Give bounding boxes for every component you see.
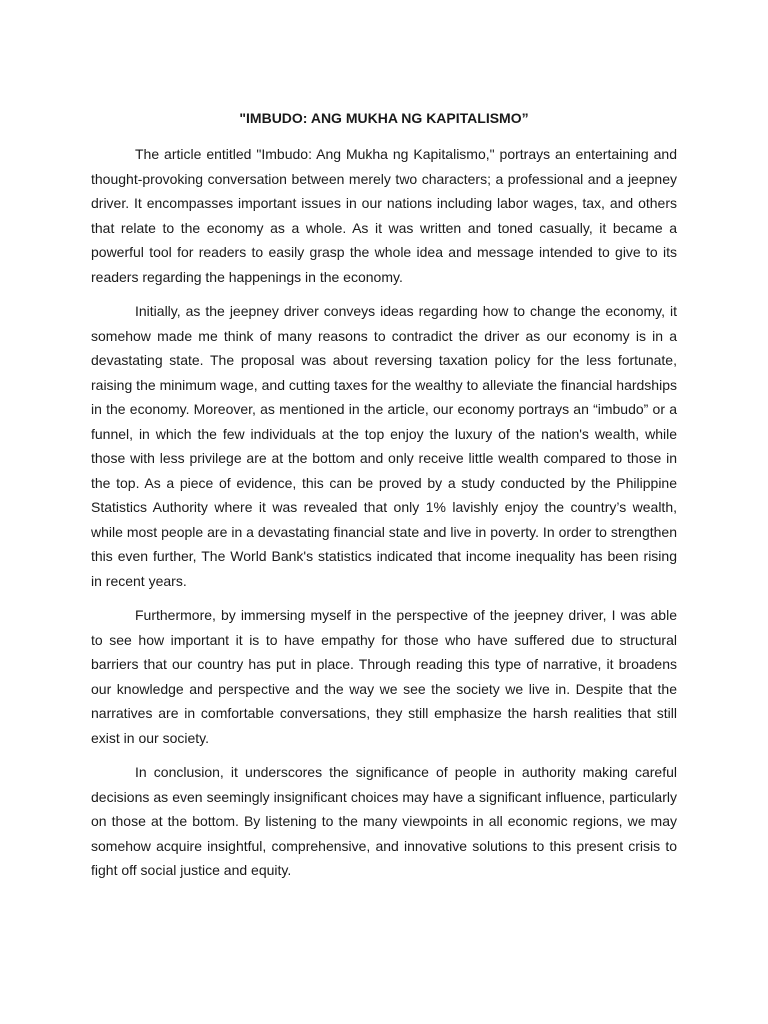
document-body — [91, 142, 677, 893]
paragraph-introduction: The article entitled "Imbudo: Ang Mukha ng Kapitalismo," portrays an entertaining and thought-provoking conversation between merely two characters; a professional and a jeepney driver. It encompasses important issues in our nations including labor wages, tax, and others that relate to the economy as a whole. As it was written and toned casually, it became a powerful tool for readers to easily grasp the whole idea and message intended to give to its readers regarding the happenings in the economy. — [91, 146, 677, 285]
paragraph-conclusion: In conclusion, it underscores the significance of people in authority making careful decisions as even seemingly insignificant choices may have a significant influence, particularly on those at the bottom. By listening to the many viewpoints in all economic regions, we may somehow acquire insightful, comprehensive, and innovative solutions to this present crisis to fight off social justice and equity. — [91, 764, 677, 878]
document-title: "IMBUDO: ANG MUKHA NG KAPITALISMO” — [239, 110, 529, 126]
paragraph-furthermore: Furthermore, by immersing myself in the perspective of the jeepney driver, I was able to see how important it is to have empathy for those who have suffered due to structural barriers that our country has put in place. Through reading this type of narrative, it broadens our knowledge and perspective and the way we see the society we live in. Despite that the narratives are in comfortable conversations, they still emphasize the harsh realities that still exist in our society. — [91, 607, 677, 746]
paragraph-initially: Initially, as the jeepney driver conveys ideas regarding how to change the economy, it somehow made me think of many reasons to contradict the driver as our economy is in a devastating state. The proposal was about reversing taxation policy for the less fortunate, raising the minimum wage, and cutting taxes for the wealthy to alleviate the financial hardships in the economy. Moreover, as mentioned in the article, our economy portrays an “imbudo” or a funnel, in which the few individuals at the top enjoy the luxury of the nation's wealth, while those with less privilege are at the bottom and only receive little wealth compared to those in the top. As a piece of evidence, this can be proved by a study conducted by the Philippine Statistics Authority where it was revealed that only 1% lavishly enjoy the country’s wealth, while most people are in a devastating financial state and live in poverty. In order to strengthen this even further, The World Bank's statistics indicated that income inequality has been rising in recent years. — [91, 303, 677, 589]
